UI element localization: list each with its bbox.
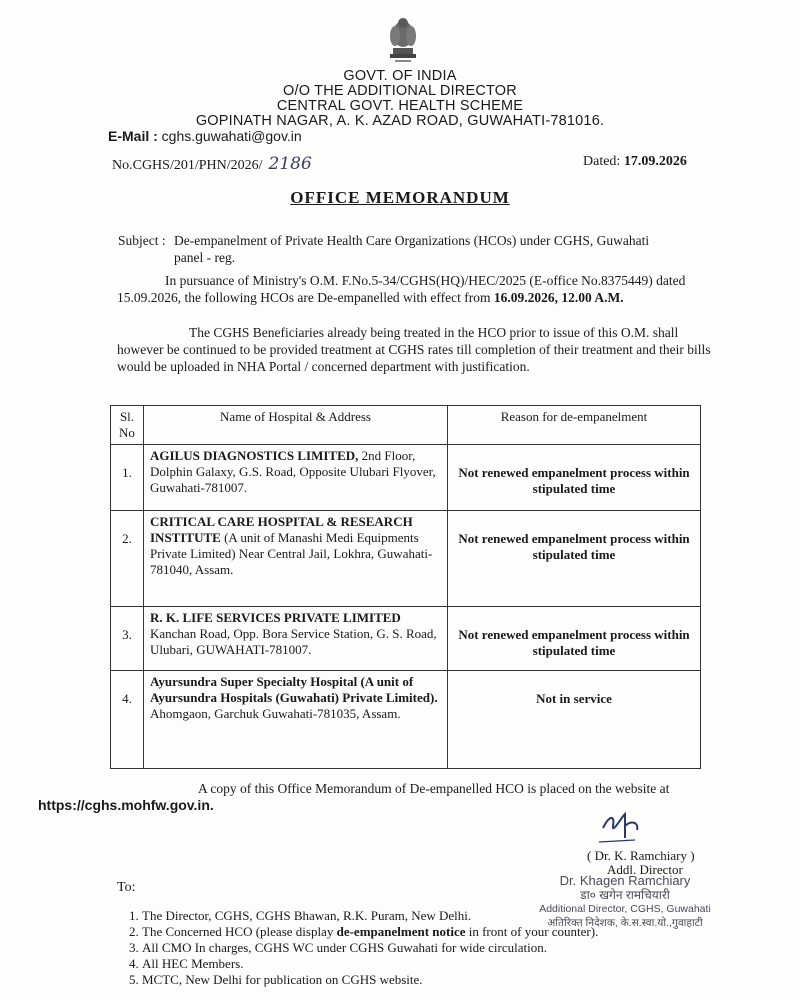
row-hospital [144, 671, 448, 769]
table-row [111, 607, 701, 671]
row-hospital [144, 607, 448, 671]
memo-date: 17.09.2026 [623, 154, 687, 169]
email-line [108, 128, 302, 144]
date-line [583, 154, 687, 170]
row-reason: Not renewed empanelment process within stipulated time [448, 607, 701, 671]
table-row [111, 671, 701, 769]
table-row [111, 445, 701, 511]
website-link[interactable]: https://cghs.mohfw.gov.in. [38, 797, 214, 813]
row-reason: Not renewed empanelment process within stipulated time [448, 445, 701, 511]
memo-title: OFFICE MEMORANDUM [290, 188, 510, 207]
paragraph-1-text: In pursuance of Ministry's O.M. F.No.5-34/CGHS(HQ)/HEC/2025 (E-office No.8375449) dated 15.09.2026, the following HCOs are De-empanelled with effect from [117, 273, 686, 305]
row-hospital [144, 445, 448, 511]
email-address[interactable]: cghs.guwahati@gov.in [161, 128, 302, 144]
reference-number-text: No.CGHS/201/PHN/2026/ [112, 158, 263, 173]
row-hospital [144, 511, 448, 607]
to-label: To: [117, 880, 136, 895]
hospital-name: AGILUS DIAGNOSTICS LIMITED, [150, 448, 359, 463]
recipient-text: The Concerned HCO (please display [142, 924, 334, 939]
list-item: 4. All HEC Members. [142, 956, 662, 972]
header-address: GOPINATH NAGAR, A. K. AZAD ROAD, GUWAHATI-781016. [195, 113, 605, 129]
header-reason: Reason for de-empanelment [448, 406, 701, 445]
subject-line-2: panel - reg. [174, 250, 236, 265]
list-item [142, 924, 662, 940]
signatory-designation: Addl. Director [607, 862, 683, 877]
row-sl: 3. [111, 607, 144, 671]
hospital-name: Ayursundra Super Specialty Hospital (A unit of Ayursundra Hospitals (Guwahati) Private Limited). [150, 674, 438, 705]
header-govt: GOVT. OF INDIA [343, 68, 457, 84]
stamp-designation-hindi: अतिरिक्त निदेशक, के.स.स्वा.यो.,गुवाहाटी [547, 917, 703, 929]
stamp-name: Dr. Khagen Ramchiary [559, 873, 691, 888]
header-name: Name of Hospital & Address [144, 406, 448, 445]
dated-label: Dated: [583, 154, 621, 169]
recipient-emphasis: de-empanelment notice [336, 924, 466, 939]
effective-date: 16.09.2026, 12.00 A.M. [493, 290, 624, 305]
table-row [111, 511, 701, 607]
stamp-name-hindi: डा० खगेन रामचियारी [580, 888, 670, 902]
hospital-address: (A unit of Manashi Medi Equipments Private Limited) Near Central Jail, Lokhra, Guwahati-781040, Assam. [150, 530, 433, 577]
table-header-row [111, 406, 701, 445]
email-label: E-Mail : [108, 128, 158, 144]
hospital-address: Kanchan Road, Opp. Bora Service Station, G. S. Road, Ulubari, GUWAHATI-781007. [150, 626, 437, 657]
reference-number [112, 154, 312, 174]
national-emblem-icon [383, 14, 423, 64]
copy-note-text: A copy of this Office Memorandum of De-empanelled HCO is placed on the website at [198, 781, 670, 796]
signatory-name: ( Dr. K. Ramchiary ) [587, 848, 695, 863]
recipient-text: in front of your counter). [468, 924, 599, 939]
header-sl: Sl. No [111, 406, 144, 445]
recipient-list [118, 908, 662, 988]
list-item: 3. All CMO In charges, CGHS WC under CGHS Guwahati for wide circulation. [142, 940, 662, 956]
row-reason: Not renewed empanelment process within stipulated time [448, 511, 701, 607]
hospital-name: R. K. LIFE SERVICES PRIVATE LIMITED [150, 610, 401, 625]
row-sl: 1. [111, 445, 144, 511]
signature-mark [595, 808, 645, 846]
row-sl: 4. [111, 671, 144, 769]
subject-block [118, 232, 718, 266]
row-reason: Not in service [448, 671, 701, 769]
hospital-address: 2nd Floor, Dolphin Galaxy, G.S. Road, Opposite Ulubari Flyover, Guwahati-781007. [150, 448, 436, 495]
header-scheme: CENTRAL GOVT. HEALTH SCHEME [276, 98, 524, 114]
paragraph-1 [117, 272, 717, 306]
list-item: 1. The Director, CGHS, CGHS Bhawan, R.K. Puram, New Delhi. [142, 908, 662, 924]
list-item: 5. MCTC, New Delhi for publication on CGHS website. [142, 972, 662, 988]
row-sl: 2. [111, 511, 144, 607]
stamp-designation: Additional Director, CGHS, Guwahati [539, 903, 711, 915]
hospital-name: CRITICAL CARE HOSPITAL & RESEARCH INSTITUTE [150, 514, 413, 545]
subject-label: Subject : [118, 233, 166, 248]
subject-line-1: De-empanelment of Private Health Care Organizations (HCOs) under CGHS, Guwahati [174, 233, 650, 248]
header-office: O/O THE ADDITIONAL DIRECTOR [283, 83, 517, 99]
hospital-address: Ahomgaon, Garchuk Guwahati-781035, Assam. [150, 706, 401, 721]
paragraph-2: The CGHS Beneficiaries already being treated in the HCO prior to issue of this O.M. shall however be continued to be provided treatment at CGHS rates till completion of their treatment and their bills would be uploaded in NHA Portal / concerned department with justification. [117, 325, 711, 374]
handwritten-number: 2186 [268, 154, 312, 174]
hco-table [110, 405, 701, 769]
